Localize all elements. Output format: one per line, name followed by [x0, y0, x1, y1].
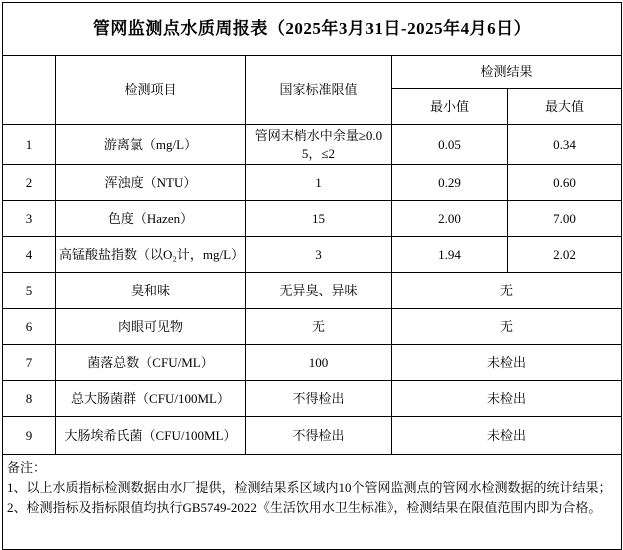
- standard-cell: 100: [246, 345, 392, 381]
- result-cell: 未检出: [392, 381, 622, 417]
- standard-cell: 3: [246, 237, 392, 273]
- row-number: 6: [3, 309, 56, 345]
- notes-cell: [3, 455, 622, 550]
- standard-cell: 管网末梢水中余量≥0.05，≤2: [246, 125, 392, 165]
- standard-cell: 不得检出: [246, 381, 392, 417]
- table-row: [3, 309, 622, 345]
- row-number: 1: [3, 125, 56, 165]
- header-row-top: [3, 56, 622, 89]
- item-cell: 臭和味: [56, 273, 246, 309]
- header-min: 最小值: [392, 89, 508, 125]
- row-number: 9: [3, 417, 56, 455]
- table-row: [3, 381, 622, 417]
- result-cell: 无: [392, 309, 622, 345]
- row-number: 4: [3, 237, 56, 273]
- item-cell: 浑浊度（NTU）: [56, 165, 246, 201]
- row-number: 7: [3, 345, 56, 381]
- min-cell: 2.00: [392, 201, 508, 237]
- empty-header-cell: [3, 56, 56, 125]
- item-cell: 游离氯（mg/L）: [56, 125, 246, 165]
- table-row: [3, 201, 622, 237]
- header-standard: 国家标准限值: [246, 56, 392, 125]
- table-row: [3, 165, 622, 201]
- row-number: 3: [3, 201, 56, 237]
- min-cell: 0.05: [392, 125, 508, 165]
- water-quality-report-table: [2, 2, 622, 550]
- min-cell: 0.29: [392, 165, 508, 201]
- max-cell: 0.34: [508, 125, 622, 165]
- item-cell: 总大肠菌群（CFU/100ML）: [56, 381, 246, 417]
- standard-cell: 无: [246, 309, 392, 345]
- row-number: 5: [3, 273, 56, 309]
- result-cell: 未检出: [392, 345, 622, 381]
- table-row: [3, 273, 622, 309]
- note-2: 2、检测指标及指标限值均执行GB5749-2022《生活饮用水卫生标准》，检测结果在限值范围内即为合格。: [7, 500, 602, 516]
- result-cell: 未检出: [392, 417, 622, 455]
- min-cell: 1.94: [392, 237, 508, 273]
- table-row: [3, 237, 622, 273]
- header-max: 最大值: [508, 89, 622, 125]
- header-result-group: 检测结果: [392, 56, 622, 89]
- standard-cell: 15: [246, 201, 392, 237]
- row-number: 2: [3, 165, 56, 201]
- title-row: [3, 3, 622, 56]
- table-row: [3, 345, 622, 381]
- note-1: 1、以上水质指标检测数据由水厂提供，检测结果系区域内10个管网监测点的管网水检测数据的统计结果；: [7, 480, 612, 496]
- notes-label: 备注：: [7, 460, 47, 475]
- result-cell: 无: [392, 273, 622, 309]
- table-row: [3, 417, 622, 455]
- item-cell: 肉眼可见物: [56, 309, 246, 345]
- header-item: 检测项目: [56, 56, 246, 125]
- row-number: 8: [3, 381, 56, 417]
- item-cell: 高锰酸盐指数（以O₂计，mg/L）: [56, 237, 246, 273]
- max-cell: 7.00: [508, 201, 622, 237]
- item-cell: 色度（Hazen）: [56, 201, 246, 237]
- max-cell: 2.02: [508, 237, 622, 273]
- item-cell: 大肠埃希氏菌（CFU/100ML）: [56, 417, 246, 455]
- standard-cell: 1: [246, 165, 392, 201]
- table-row: [3, 125, 622, 165]
- standard-cell: 无异臭、异味: [246, 273, 392, 309]
- standard-cell: 不得检出: [246, 417, 392, 455]
- page-title: 管网监测点水质周报表（2025年3月31日-2025年4月6日）: [3, 3, 622, 56]
- notes-row: [3, 455, 622, 550]
- max-cell: 0.60: [508, 165, 622, 201]
- item-cell: 菌落总数（CFU/ML）: [56, 345, 246, 381]
